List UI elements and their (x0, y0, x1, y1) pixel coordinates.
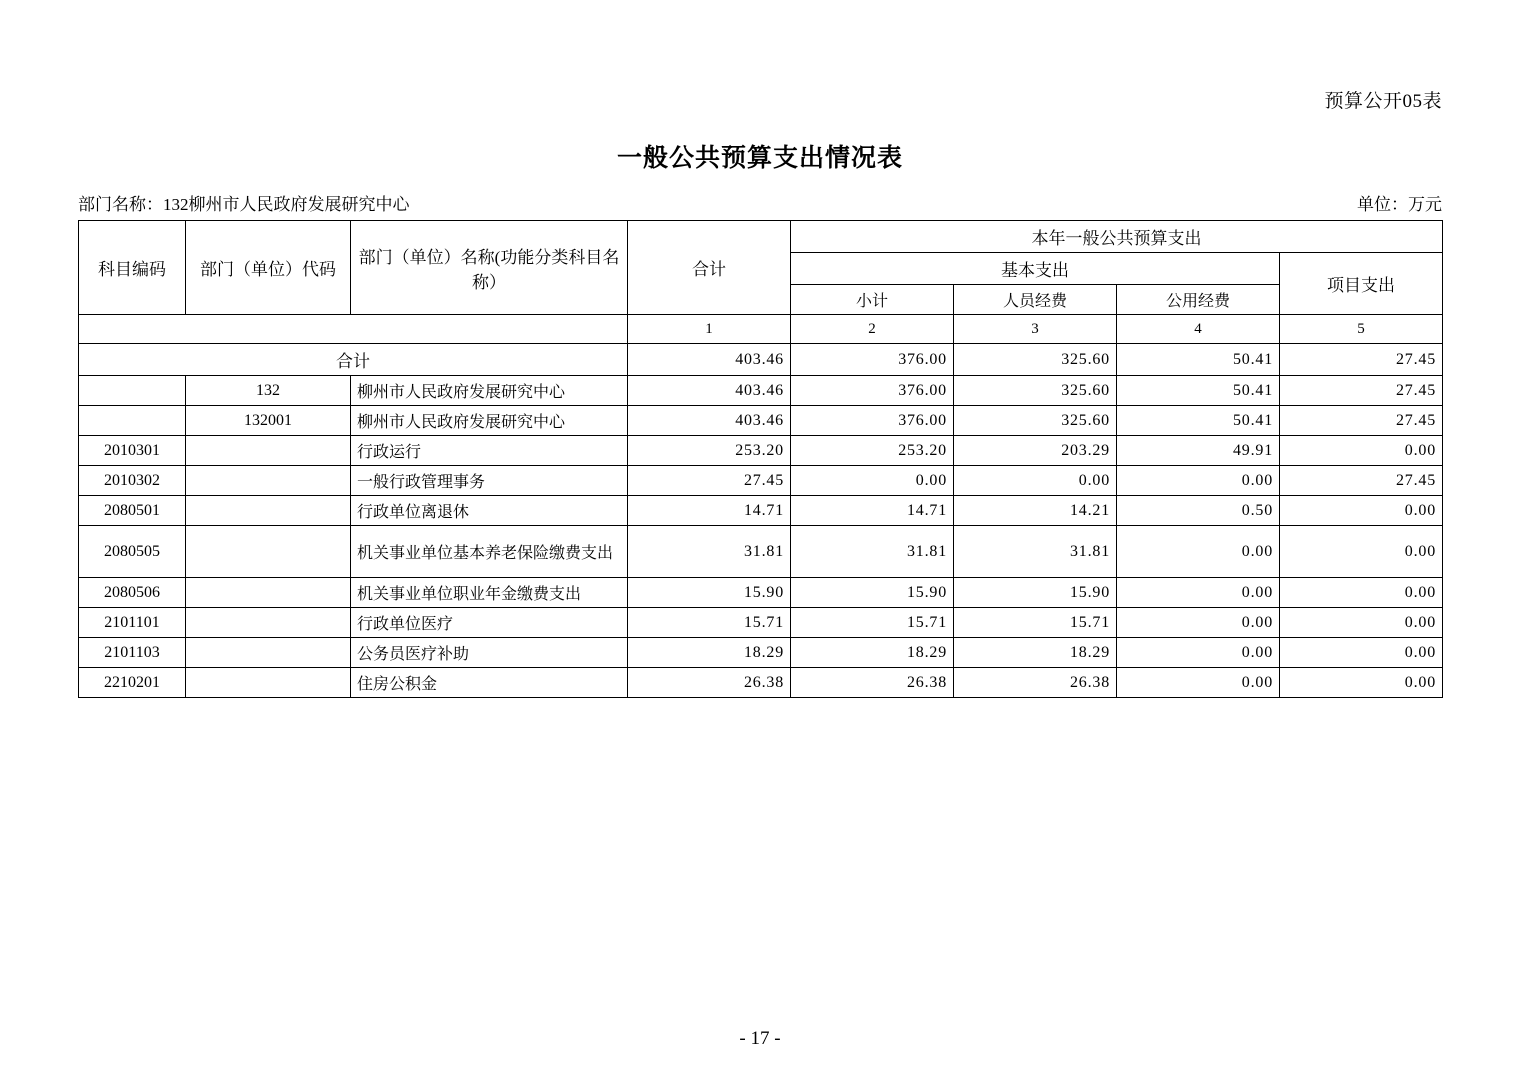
cell-item-name: 公务员医疗补助 (351, 638, 628, 668)
numhdr-2: 2 (791, 315, 954, 344)
numhdr-blank (79, 315, 628, 344)
cell-department-code (186, 526, 351, 578)
cell-department-code (186, 638, 351, 668)
cell-public: 0.00 (1117, 466, 1280, 496)
table-row (79, 496, 1443, 526)
table-column-number-row (79, 315, 1443, 344)
cell-item-name: 机关事业单位职业年金缴费支出 (351, 578, 628, 608)
cell-project: 27.45 (1280, 466, 1443, 496)
cell-public: 50.41 (1117, 376, 1280, 406)
th-subtotal: 小计 (791, 285, 954, 315)
table-header-row-1 (79, 221, 1443, 253)
cell-project: 0.00 (1280, 608, 1443, 638)
cell-subtotal: 376.00 (791, 376, 954, 406)
cell-subtotal: 0.00 (791, 466, 954, 496)
cell-project: 0.00 (1280, 526, 1443, 578)
cell-subject-code: 2210201 (79, 668, 186, 698)
cell-personnel: 31.81 (954, 526, 1117, 578)
cell-personnel: 26.38 (954, 668, 1117, 698)
cell-department-code (186, 436, 351, 466)
numhdr-4: 4 (1117, 315, 1280, 344)
cell-department-code (186, 608, 351, 638)
cell-subtotal: 376.00 (791, 406, 954, 436)
cell-public: 49.91 (1117, 436, 1280, 466)
cell-item-name: 柳州市人民政府发展研究中心 (351, 406, 628, 436)
unit-label: 单位：万元 (1357, 195, 1442, 214)
cell-project: 0.00 (1280, 496, 1443, 526)
th-total: 合计 (628, 221, 791, 315)
cell-total: 27.45 (628, 466, 791, 496)
cell-subtotal: 253.20 (791, 436, 954, 466)
cell-personnel: 18.29 (954, 638, 1117, 668)
cell-total: 403.46 (628, 376, 791, 406)
department-line (78, 190, 410, 215)
total-row-total: 403.46 (628, 344, 791, 376)
cell-personnel: 325.60 (954, 376, 1117, 406)
th-group-year-budget: 本年一般公共预算支出 (791, 221, 1443, 253)
cell-project: 0.00 (1280, 638, 1443, 668)
cell-subtotal: 26.38 (791, 668, 954, 698)
page-number: - 17 - (739, 1028, 781, 1049)
table-row (79, 578, 1443, 608)
table-header (79, 221, 1443, 344)
cell-subtotal: 31.81 (791, 526, 954, 578)
cell-subtotal: 15.71 (791, 608, 954, 638)
cell-department-code: 132001 (186, 406, 351, 436)
cell-item-name: 行政单位离退休 (351, 496, 628, 526)
table-row (79, 608, 1443, 638)
cell-subject-code: 2080506 (79, 578, 186, 608)
cell-public: 0.00 (1117, 578, 1280, 608)
cell-total: 15.71 (628, 608, 791, 638)
table-row-total (79, 344, 1443, 376)
table-row (79, 466, 1443, 496)
cell-department-code (186, 466, 351, 496)
th-personnel-expense: 人员经费 (954, 285, 1117, 315)
cell-project: 0.00 (1280, 578, 1443, 608)
cell-project: 0.00 (1280, 436, 1443, 466)
cell-department-code: 132 (186, 376, 351, 406)
department-label: 部门名称： (78, 195, 163, 214)
cell-project: 27.45 (1280, 376, 1443, 406)
numhdr-3: 3 (954, 315, 1117, 344)
cell-public: 0.00 (1117, 526, 1280, 578)
cell-total: 403.46 (628, 406, 791, 436)
cell-item-name: 机关事业单位基本养老保险缴费支出 (351, 526, 628, 578)
cell-subtotal: 18.29 (791, 638, 954, 668)
table-row (79, 638, 1443, 668)
cell-item-name: 一般行政管理事务 (351, 466, 628, 496)
table-row (79, 436, 1443, 466)
cell-total: 18.29 (628, 638, 791, 668)
form-code-label: 预算公开05表 (1324, 91, 1442, 112)
budget-table (78, 220, 1443, 698)
cell-public: 50.41 (1117, 406, 1280, 436)
th-department-name: 部门（单位）名称(功能分类科目名称） (351, 221, 628, 315)
cell-subject-code (79, 406, 186, 436)
meta-row (78, 190, 1442, 216)
cell-personnel: 325.60 (954, 406, 1117, 436)
cell-subtotal: 15.90 (791, 578, 954, 608)
cell-total: 253.20 (628, 436, 791, 466)
table-row (79, 376, 1443, 406)
cell-subject-code: 2010302 (79, 466, 186, 496)
department-name: 132柳州市人民政府发展研究中心 (163, 195, 410, 214)
th-group-basic: 基本支出 (791, 253, 1280, 285)
cell-department-code (186, 496, 351, 526)
total-row-project: 27.45 (1280, 344, 1443, 376)
cell-subject-code: 2101103 (79, 638, 186, 668)
total-row-label: 合计 (79, 344, 628, 376)
cell-subject-code: 2010301 (79, 436, 186, 466)
th-public-expense: 公用经费 (1117, 285, 1280, 315)
numhdr-5: 5 (1280, 315, 1443, 344)
cell-project: 27.45 (1280, 406, 1443, 436)
cell-personnel: 0.00 (954, 466, 1117, 496)
cell-subject-code (79, 376, 186, 406)
cell-public: 0.00 (1117, 608, 1280, 638)
cell-department-code (186, 668, 351, 698)
cell-total: 31.81 (628, 526, 791, 578)
table-row (79, 406, 1443, 436)
total-row-subtotal: 376.00 (791, 344, 954, 376)
cell-public: 0.00 (1117, 668, 1280, 698)
cell-department-code (186, 578, 351, 608)
th-project-expenditure: 项目支出 (1280, 253, 1443, 315)
cell-public: 0.00 (1117, 638, 1280, 668)
th-subject-code: 科目编码 (79, 221, 186, 315)
cell-total: 14.71 (628, 496, 791, 526)
cell-item-name: 柳州市人民政府发展研究中心 (351, 376, 628, 406)
cell-item-name: 行政运行 (351, 436, 628, 466)
total-row-public: 50.41 (1117, 344, 1280, 376)
total-row-personnel: 325.60 (954, 344, 1117, 376)
cell-public: 0.50 (1117, 496, 1280, 526)
cell-personnel: 14.21 (954, 496, 1117, 526)
cell-subject-code: 2080501 (79, 496, 186, 526)
table-row (79, 668, 1443, 698)
cell-total: 15.90 (628, 578, 791, 608)
numhdr-1: 1 (628, 315, 791, 344)
cell-personnel: 15.71 (954, 608, 1117, 638)
cell-project: 0.00 (1280, 668, 1443, 698)
cell-personnel: 203.29 (954, 436, 1117, 466)
table-row (79, 526, 1443, 578)
cell-item-name: 住房公积金 (351, 668, 628, 698)
table-body (79, 344, 1443, 698)
th-department-code: 部门（单位）代码 (186, 221, 351, 315)
cell-subtotal: 14.71 (791, 496, 954, 526)
cell-subject-code: 2101101 (79, 608, 186, 638)
cell-personnel: 15.90 (954, 578, 1117, 608)
cell-subject-code: 2080505 (79, 526, 186, 578)
page-title: 一般公共预算支出情况表 (616, 145, 903, 172)
cell-item-name: 行政单位医疗 (351, 608, 628, 638)
cell-total: 26.38 (628, 668, 791, 698)
